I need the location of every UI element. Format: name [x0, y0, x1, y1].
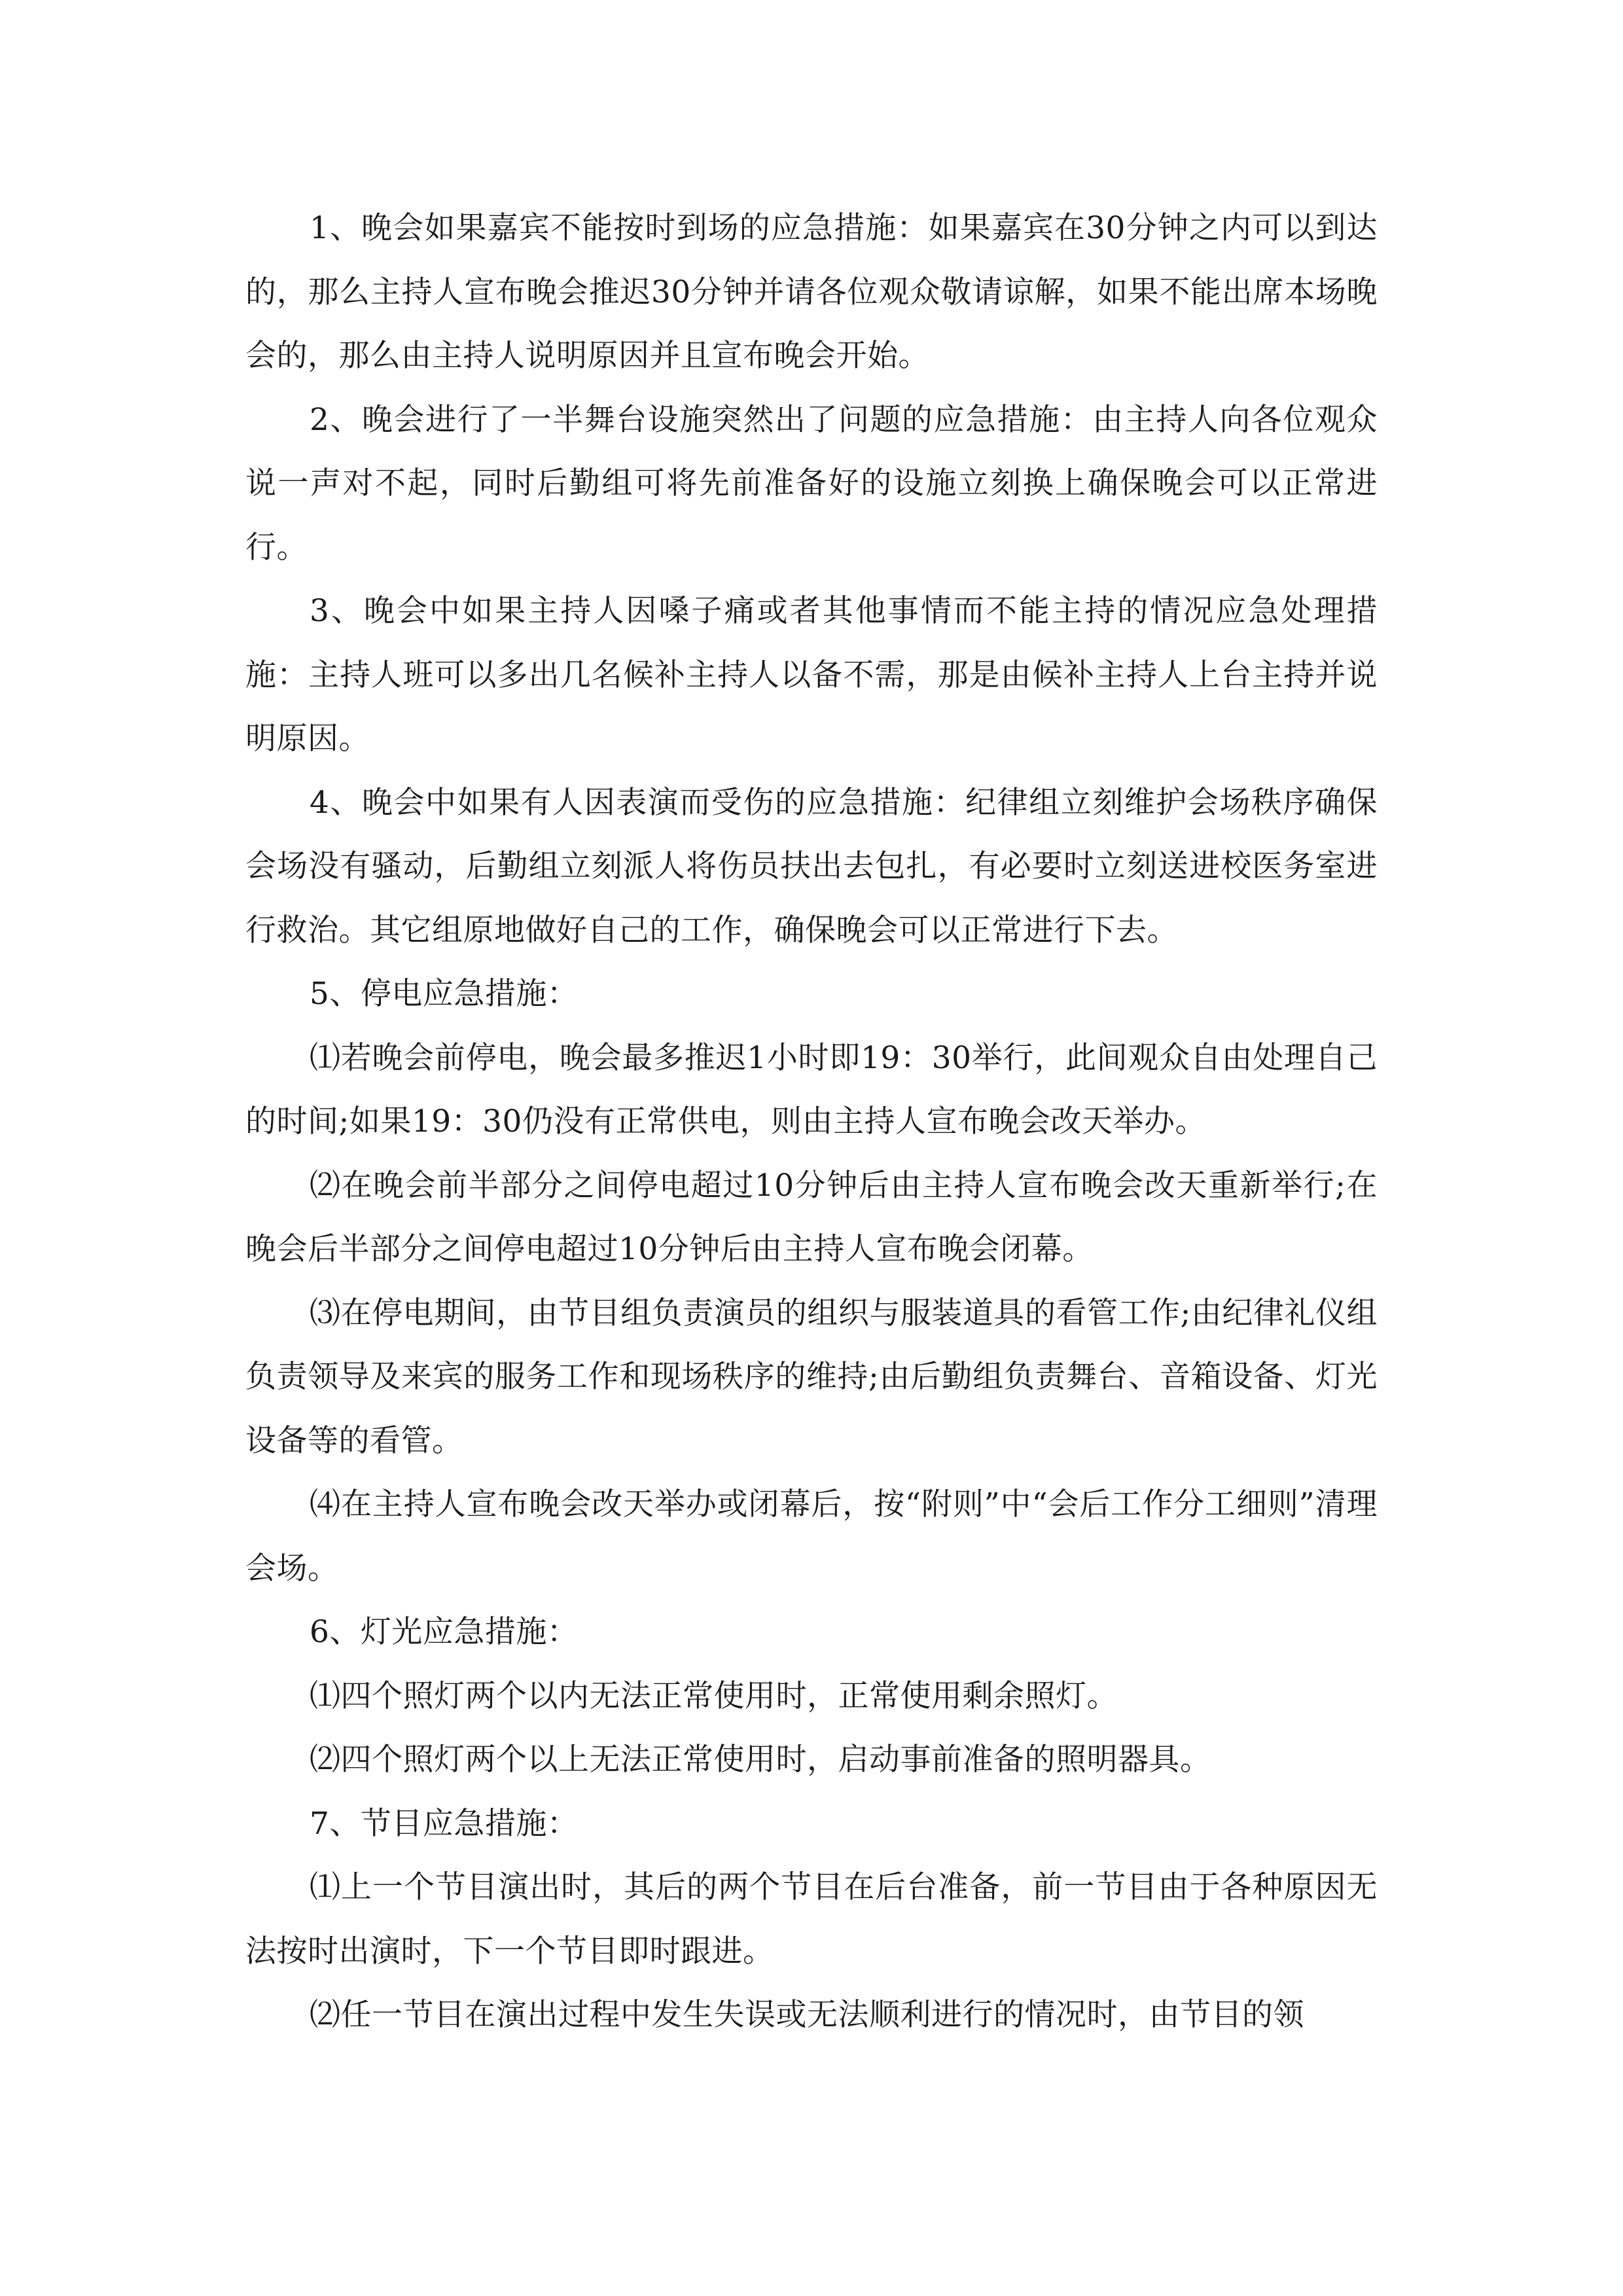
heading-lighting: 6、灯光应急措施：	[310, 1614, 579, 1650]
heading-program: 7、节目应急措施：	[310, 1805, 579, 1842]
paragraph-host-unavailable: 3、晚会中如果主持人因嗓子痛或者其他事情而不能主持的情况应急处理措施：主持人班可以多出几名候补主持人以备不需，那是由候补主持人上台主持并说明原因。	[245, 593, 1378, 757]
paragraph-program-2: ⑵任一节目在演出过程中发生失误或无法顺利进行的情况时，由节目的领	[310, 1997, 1304, 2033]
paragraph-power-outage-4: ⑷在主持人宣布晚会改天举办或闭幕后，按“附则”中“会后工作分工细则”清理会场。	[245, 1486, 1378, 1587]
paragraph-lighting-1: ⑴四个照灯两个以内无法正常使用时，正常使用剩余照灯。	[310, 1677, 1118, 1714]
paragraph-injury: 4、晚会中如果有人因表演而受伤的应急措施：纪律组立刻维护会场秩序确保会场没有骚动，后勤组立刻派人将伤员扶出去包扎，有必要时立刻送进校医务室进行救治。其它组原地做好自己的工作，确保晚会可以正常进行下去。	[245, 784, 1378, 948]
document-body	[245, 196, 1378, 2047]
paragraph-program-1: ⑴上一个节目演出时，其后的两个节目在后台准备，前一节目由于各种原因无法按时出演时，下一个节目即时跟进。	[245, 1869, 1378, 1969]
paragraph-power-outage-2: ⑵在晚会前半部分之间停电超过10分钟后由主持人宣布晚会改天重新举行;在晚会后半部分之间停电超过10分钟后由主持人宣布晚会闭幕。	[245, 1167, 1378, 1267]
paragraph-power-outage-3: ⑶在停电期间，由节目组负责演员的组织与服装道具的看管工作;由纪律礼仪组负责领导及来宾的服务工作和现场秩序的维持;由后勤组负责舞台、音箱设备、灯光设备等的看管。	[245, 1295, 1378, 1459]
paragraph-power-outage-1: ⑴若晚会前停电，晚会最多推迟1小时即19：30举行，此间观众自由处理自己的时间;如果19：30仍没有正常供电，则由主持人宣布晚会改天举办。	[245, 1039, 1378, 1139]
paragraph-guest-late: 1、晚会如果嘉宾不能按时到场的应急措施：如果嘉宾在30分钟之内可以到达的，那么主持人宣布晚会推迟30分钟并请各位观众敬请谅解，如果不能出席本场晚会的，那么由主持人说明原因并且宣布晚会开始。	[245, 210, 1378, 374]
paragraph-stage-failure: 2、晚会进行了一半舞台设施突然出了问题的应急措施：由主持人向各位观众说一声对不起，同时后勤组可将先前准备好的设施立刻换上确保晚会可以正常进行。	[245, 401, 1378, 565]
heading-power-outage: 5、停电应急措施：	[310, 976, 579, 1012]
paragraph-lighting-2: ⑵四个照灯两个以上无法正常使用时，启动事前准备的照明器具。	[310, 1742, 1211, 1778]
